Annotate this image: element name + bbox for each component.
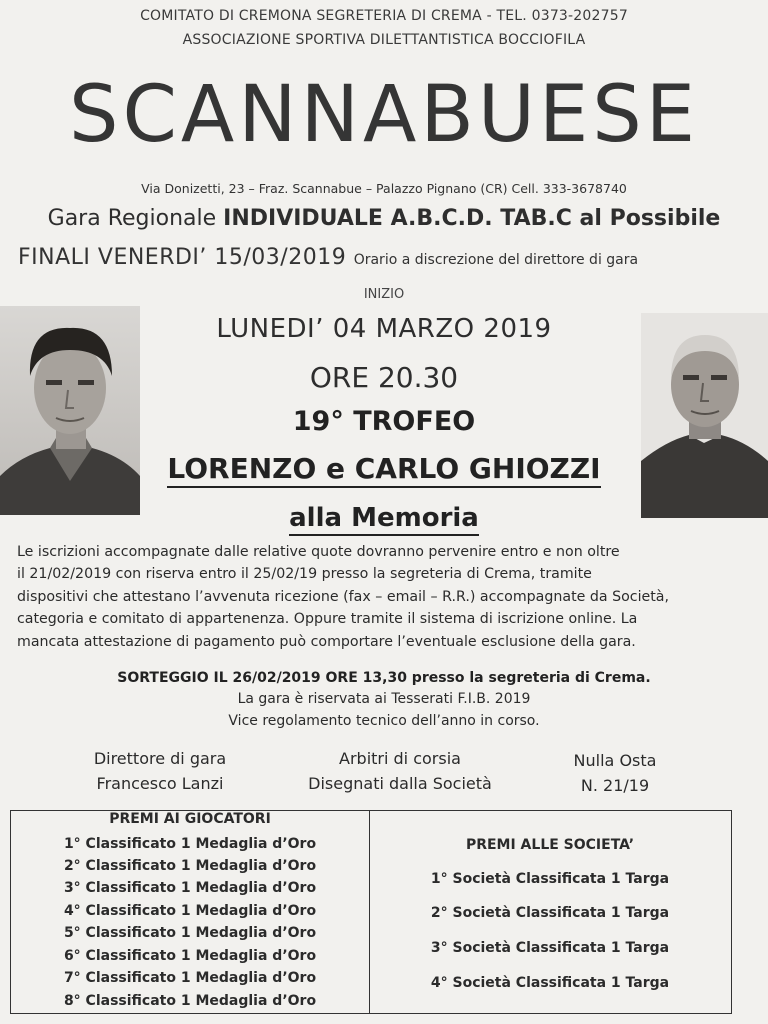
clearance-label: Nulla Osta (573, 751, 657, 770)
trophy-title: 19° TROFEO (292, 406, 476, 437)
competition-prefix: Gara Regionale (47, 206, 217, 231)
rules-line-3: dispositivi che attestano l’avvenuta ricezione (fax – email – R.R.) accompagnate da Società, (17, 588, 670, 605)
clearance-number: N. 21/19 (580, 776, 650, 795)
player-prize-row: 5° Classificato 1 Medaglia d’Oro (63, 925, 317, 941)
referees-label: Arbitri di corsia (339, 749, 461, 768)
society-prize-row: 2° Società Classificata 1 Targa (430, 905, 670, 921)
association-line: ASSOCIAZIONE SPORTIVA DILETTANTISTICA BOCCIOFILA (182, 32, 586, 48)
portrait-right (641, 313, 768, 518)
registration-rules (17, 541, 739, 653)
eligibility-notice: La gara è riservata ai Tesserati F.I.B. 2019 (237, 691, 531, 707)
memorial-names-text: LORENZO e CARLO GHIOZZI (167, 452, 600, 488)
start-time: ORE 20.30 (309, 361, 459, 394)
player-prize-row: 3° Classificato 1 Medaglia d’Oro (63, 880, 317, 896)
rules-line-2: il 21/02/2019 con riserva entro il 25/02/19 presso la segreteria di Crema, tramite (17, 566, 592, 583)
rules-line-4: categoria e comitato di appartenenza. Oppure tramite il sistema di iscrizione online. La (17, 611, 638, 628)
player-prize-row: 8° Classificato 1 Medaglia d’Oro (63, 993, 317, 1009)
club-address: Via Donizetti, 23 – Fraz. Scannabue – Palazzo Pignano (CR) Cell. 333-3678740 (141, 181, 627, 196)
prize-table (10, 810, 732, 1014)
start-date: LUNEDI’ 04 MARZO 2019 (216, 314, 552, 344)
rules-line-1: Le iscrizioni accompagnate dalle relative quote dovranno pervenire entro e non oltre (17, 544, 620, 560)
player-prize-row: 1° Classificato 1 Medaglia d’Oro (63, 836, 317, 852)
society-prize-row: 3° Società Classificata 1 Targa (430, 940, 670, 956)
player-prize-row: 2° Classificato 1 Medaglia d’Oro (63, 858, 317, 874)
club-title: SCANNABUESE (68, 70, 700, 160)
society-prizes-title: PREMI ALLE SOCIETA’ (465, 837, 635, 853)
start-label: INIZIO (363, 287, 405, 302)
referees-value: Disegnati dalla Società (308, 774, 492, 793)
competition-title (0, 206, 768, 231)
society-prize-row: 4° Società Classificata 1 Targa (430, 975, 670, 991)
committee-line: COMITATO DI CREMONA SEGRETERIA DI CREMA - TEL. 0373-202757 (140, 8, 628, 24)
portrait-left (0, 306, 140, 515)
player-prize-row: 6° Classificato 1 Medaglia d’Oro (63, 948, 317, 964)
player-prize-row: 7° Classificato 1 Medaglia d’Oro (63, 970, 317, 986)
regulation-notice: Vice regolamento tecnico dell’anno in corso. (228, 713, 540, 729)
society-prize-row: 1° Società Classificata 1 Targa (430, 871, 670, 887)
draw-notice: SORTEGGIO IL 26/02/2019 ORE 13,30 presso la segreteria di Crema. (117, 670, 651, 686)
finals-date: FINALI VENERDI’ 15/03/2019 (18, 245, 347, 270)
director-label: Direttore di gara (93, 749, 227, 768)
competition-category: INDIVIDUALE A.B.C.D. TAB.C al Possibile (223, 206, 721, 231)
director-name: Francesco Lanzi (96, 774, 224, 793)
players-prizes-title: PREMI AI GIOCATORI (109, 811, 271, 827)
finals-note: Orario a discrezione del direttore di gara (353, 252, 639, 268)
rules-line-5: mancata attestazione di pagamento può comportare l’eventuale esclusione della gara. (17, 633, 636, 650)
finals-line (18, 245, 638, 270)
player-prize-row: 4° Classificato 1 Medaglia d’Oro (63, 903, 317, 919)
memorial-subtitle-text: alla Memoria (289, 503, 479, 536)
